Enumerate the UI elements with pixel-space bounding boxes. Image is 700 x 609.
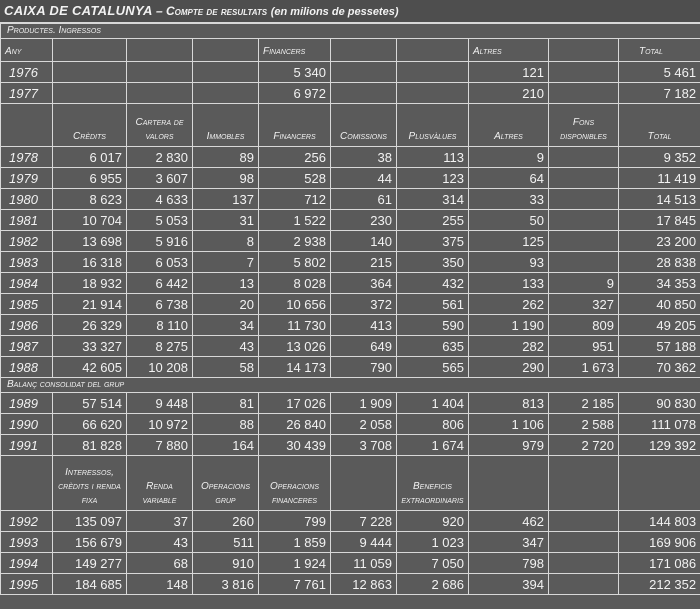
value-cell: 910 [193, 553, 259, 574]
value-cell: 33 327 [53, 336, 127, 357]
value-cell: 113 [397, 147, 469, 168]
value-cell: 511 [193, 532, 259, 553]
value-cell [549, 532, 619, 553]
value-cell [331, 83, 397, 104]
column-header: Operacions grup [193, 456, 259, 511]
value-cell: 9 [469, 147, 549, 168]
table-row [1, 168, 700, 189]
column-header: Total [619, 39, 700, 62]
value-cell: 9 [549, 273, 619, 294]
value-cell: 10 656 [259, 294, 331, 315]
value-cell: 68 [127, 553, 193, 574]
table-row [1, 83, 700, 104]
value-cell: 43 [127, 532, 193, 553]
value-cell: 5 916 [127, 231, 193, 252]
value-cell: 2 830 [127, 147, 193, 168]
column-header: Renda variable [127, 456, 193, 511]
section-balanc-consolidat [1, 378, 700, 393]
value-cell: 111 078 [619, 414, 700, 435]
value-cell: 3 607 [127, 168, 193, 189]
header-row-1976 [1, 39, 700, 62]
year-cell: 1989 [1, 393, 53, 414]
value-cell: 1 404 [397, 393, 469, 414]
table-row [1, 273, 700, 294]
value-cell: 806 [397, 414, 469, 435]
title-main: CAIXA DE CATALUNYA [4, 3, 153, 18]
column-header: Altres [469, 39, 549, 62]
value-cell: 11 419 [619, 168, 700, 189]
year-cell: 1987 [1, 336, 53, 357]
value-cell: 6 738 [127, 294, 193, 315]
column-header: Fons disponibles [549, 104, 619, 147]
value-cell: 10 704 [53, 210, 127, 231]
value-cell: 34 [193, 315, 259, 336]
column-header [549, 456, 619, 511]
value-cell: 920 [397, 511, 469, 532]
table-row [1, 336, 700, 357]
column-header [1, 456, 53, 511]
column-header [53, 39, 127, 62]
section-productes-ingressos [1, 24, 700, 39]
section-label: Productes. Ingressos [1, 24, 700, 39]
title-subtitle: Compte de resultats [165, 4, 268, 18]
value-cell: 93 [469, 252, 549, 273]
table-row [1, 231, 700, 252]
value-cell [549, 83, 619, 104]
value-cell: 10 208 [127, 357, 193, 378]
year-cell: 1993 [1, 532, 53, 553]
value-cell: 1 190 [469, 315, 549, 336]
value-cell: 230 [331, 210, 397, 231]
value-cell: 7 761 [259, 574, 331, 595]
value-cell: 7 [193, 252, 259, 273]
value-cell: 43 [193, 336, 259, 357]
value-cell: 2 938 [259, 231, 331, 252]
value-cell [549, 147, 619, 168]
value-cell: 809 [549, 315, 619, 336]
value-cell: 314 [397, 189, 469, 210]
value-cell: 89 [193, 147, 259, 168]
value-cell: 81 [193, 393, 259, 414]
column-header: Financers [259, 104, 331, 147]
value-cell: 148 [127, 574, 193, 595]
value-cell: 23 200 [619, 231, 700, 252]
value-cell: 6 017 [53, 147, 127, 168]
column-header [549, 39, 619, 62]
column-header [127, 39, 193, 62]
value-cell: 5 340 [259, 62, 331, 83]
value-cell: 1 859 [259, 532, 331, 553]
value-cell: 17 026 [259, 393, 331, 414]
value-cell: 979 [469, 435, 549, 456]
value-cell [53, 62, 127, 83]
value-cell: 10 972 [127, 414, 193, 435]
value-cell: 799 [259, 511, 331, 532]
value-cell: 20 [193, 294, 259, 315]
value-cell: 70 362 [619, 357, 700, 378]
table-row [1, 357, 700, 378]
value-cell: 21 914 [53, 294, 127, 315]
value-cell [549, 231, 619, 252]
value-cell: 37 [127, 511, 193, 532]
value-cell: 798 [469, 553, 549, 574]
value-cell: 364 [331, 273, 397, 294]
table-row [1, 147, 700, 168]
table-row [1, 532, 700, 553]
value-cell: 256 [259, 147, 331, 168]
table-row [1, 189, 700, 210]
value-cell: 210 [469, 83, 549, 104]
value-cell: 1 909 [331, 393, 397, 414]
value-cell [397, 83, 469, 104]
value-cell: 42 605 [53, 357, 127, 378]
table-row [1, 393, 700, 414]
value-cell: 372 [331, 294, 397, 315]
column-header [331, 456, 397, 511]
year-cell: 1976 [1, 62, 53, 83]
value-cell: 1 673 [549, 357, 619, 378]
column-header: Altres [469, 104, 549, 147]
table-body [1, 24, 700, 595]
value-cell: 649 [331, 336, 397, 357]
table-row [1, 252, 700, 273]
value-cell: 561 [397, 294, 469, 315]
column-header: Crèdits [53, 104, 127, 147]
value-cell: 6 053 [127, 252, 193, 273]
value-cell: 1 674 [397, 435, 469, 456]
value-cell: 28 838 [619, 252, 700, 273]
header-row-1992 [1, 456, 700, 511]
table-row [1, 315, 700, 336]
year-cell: 1995 [1, 574, 53, 595]
year-cell: 1983 [1, 252, 53, 273]
value-cell: 90 830 [619, 393, 700, 414]
column-header: Interessos, crèdits i renda fixa [53, 456, 127, 511]
value-cell: 123 [397, 168, 469, 189]
value-cell: 50 [469, 210, 549, 231]
value-cell [127, 62, 193, 83]
value-cell [549, 62, 619, 83]
value-cell: 98 [193, 168, 259, 189]
column-header: Plusvàlues [397, 104, 469, 147]
value-cell: 11 730 [259, 315, 331, 336]
value-cell: 5 053 [127, 210, 193, 231]
value-cell: 61 [331, 189, 397, 210]
value-cell: 171 086 [619, 553, 700, 574]
value-cell: 635 [397, 336, 469, 357]
year-cell: 1980 [1, 189, 53, 210]
value-cell [549, 511, 619, 532]
year-cell: 1986 [1, 315, 53, 336]
value-cell: 13 [193, 273, 259, 294]
value-cell: 2 720 [549, 435, 619, 456]
value-cell: 1 924 [259, 553, 331, 574]
value-cell: 2 185 [549, 393, 619, 414]
value-cell [549, 210, 619, 231]
value-cell: 12 863 [331, 574, 397, 595]
value-cell: 57 514 [53, 393, 127, 414]
value-cell: 1 023 [397, 532, 469, 553]
value-cell: 290 [469, 357, 549, 378]
value-cell: 5 802 [259, 252, 331, 273]
value-cell: 262 [469, 294, 549, 315]
column-header: Immobles [193, 104, 259, 147]
year-cell: 1977 [1, 83, 53, 104]
value-cell: 26 329 [53, 315, 127, 336]
year-cell: 1990 [1, 414, 53, 435]
value-cell: 133 [469, 273, 549, 294]
value-cell: 34 353 [619, 273, 700, 294]
value-cell: 38 [331, 147, 397, 168]
value-cell: 565 [397, 357, 469, 378]
value-cell: 149 277 [53, 553, 127, 574]
value-cell: 432 [397, 273, 469, 294]
value-cell [53, 83, 127, 104]
column-header [331, 39, 397, 62]
year-cell: 1988 [1, 357, 53, 378]
value-cell: 31 [193, 210, 259, 231]
column-header: Comissions [331, 104, 397, 147]
value-cell: 3 708 [331, 435, 397, 456]
value-cell: 528 [259, 168, 331, 189]
table-row [1, 435, 700, 456]
value-cell [193, 83, 259, 104]
value-cell: 57 188 [619, 336, 700, 357]
section-label: Balanç consolidat del grup [1, 378, 700, 393]
table-row [1, 511, 700, 532]
value-cell: 184 685 [53, 574, 127, 595]
value-cell [549, 252, 619, 273]
value-cell: 215 [331, 252, 397, 273]
value-cell: 1 522 [259, 210, 331, 231]
value-cell: 462 [469, 511, 549, 532]
value-cell: 951 [549, 336, 619, 357]
value-cell: 121 [469, 62, 549, 83]
value-cell: 169 906 [619, 532, 700, 553]
value-cell: 2 588 [549, 414, 619, 435]
value-cell: 394 [469, 574, 549, 595]
value-cell: 790 [331, 357, 397, 378]
value-cell: 125 [469, 231, 549, 252]
value-cell: 2 686 [397, 574, 469, 595]
header-row-1978 [1, 104, 700, 147]
column-header: Any [1, 39, 53, 62]
table-row [1, 294, 700, 315]
column-header [469, 456, 549, 511]
column-header: Financers [259, 39, 331, 62]
results-table [0, 23, 700, 595]
value-cell: 40 850 [619, 294, 700, 315]
value-cell: 7 228 [331, 511, 397, 532]
value-cell: 327 [549, 294, 619, 315]
table-row [1, 210, 700, 231]
value-cell [127, 83, 193, 104]
value-cell: 164 [193, 435, 259, 456]
value-cell: 7 182 [619, 83, 700, 104]
value-cell: 9 448 [127, 393, 193, 414]
value-cell: 11 059 [331, 553, 397, 574]
value-cell: 9 444 [331, 532, 397, 553]
year-cell: 1991 [1, 435, 53, 456]
value-cell: 66 620 [53, 414, 127, 435]
value-cell: 13 026 [259, 336, 331, 357]
value-cell: 8 028 [259, 273, 331, 294]
value-cell: 88 [193, 414, 259, 435]
value-cell: 3 816 [193, 574, 259, 595]
table-row [1, 553, 700, 574]
value-cell: 49 205 [619, 315, 700, 336]
value-cell: 33 [469, 189, 549, 210]
value-cell: 282 [469, 336, 549, 357]
value-cell: 44 [331, 168, 397, 189]
value-cell: 135 097 [53, 511, 127, 532]
value-cell: 156 679 [53, 532, 127, 553]
value-cell: 8 110 [127, 315, 193, 336]
year-cell: 1981 [1, 210, 53, 231]
value-cell: 144 803 [619, 511, 700, 532]
value-cell: 8 623 [53, 189, 127, 210]
value-cell: 7 050 [397, 553, 469, 574]
column-header [193, 39, 259, 62]
value-cell: 137 [193, 189, 259, 210]
year-cell: 1982 [1, 231, 53, 252]
value-cell: 26 840 [259, 414, 331, 435]
value-cell: 350 [397, 252, 469, 273]
value-cell: 30 439 [259, 435, 331, 456]
value-cell [549, 553, 619, 574]
value-cell: 16 318 [53, 252, 127, 273]
value-cell [549, 574, 619, 595]
value-cell: 58 [193, 357, 259, 378]
year-cell: 1994 [1, 553, 53, 574]
value-cell: 14 513 [619, 189, 700, 210]
value-cell: 6 972 [259, 83, 331, 104]
value-cell: 255 [397, 210, 469, 231]
year-cell: 1978 [1, 147, 53, 168]
value-cell: 14 173 [259, 357, 331, 378]
value-cell: 64 [469, 168, 549, 189]
value-cell: 8 275 [127, 336, 193, 357]
column-header: Cartera de valors [127, 104, 193, 147]
value-cell: 212 352 [619, 574, 700, 595]
value-cell [331, 62, 397, 83]
value-cell: 18 932 [53, 273, 127, 294]
column-header [619, 456, 700, 511]
value-cell: 260 [193, 511, 259, 532]
value-cell: 347 [469, 532, 549, 553]
column-header [397, 39, 469, 62]
table-row [1, 62, 700, 83]
value-cell: 4 633 [127, 189, 193, 210]
column-header [1, 104, 53, 147]
value-cell: 17 845 [619, 210, 700, 231]
value-cell: 13 698 [53, 231, 127, 252]
value-cell [549, 189, 619, 210]
column-header: Total [619, 104, 700, 147]
year-cell: 1992 [1, 511, 53, 532]
value-cell: 6 442 [127, 273, 193, 294]
table-row [1, 414, 700, 435]
title-note: (en milions de pessetes) [270, 6, 399, 18]
value-cell: 140 [331, 231, 397, 252]
value-cell: 413 [331, 315, 397, 336]
table-title [0, 0, 700, 23]
value-cell [397, 62, 469, 83]
value-cell: 5 461 [619, 62, 700, 83]
value-cell [549, 168, 619, 189]
year-cell: 1985 [1, 294, 53, 315]
value-cell: 712 [259, 189, 331, 210]
value-cell: 7 880 [127, 435, 193, 456]
value-cell: 2 058 [331, 414, 397, 435]
table-row [1, 574, 700, 595]
value-cell: 81 828 [53, 435, 127, 456]
title-dash: – [152, 4, 166, 18]
year-cell: 1979 [1, 168, 53, 189]
column-header: Operacions financeres [259, 456, 331, 511]
value-cell: 9 352 [619, 147, 700, 168]
value-cell: 375 [397, 231, 469, 252]
year-cell: 1984 [1, 273, 53, 294]
column-header: Beneficis extraordinaris [397, 456, 469, 511]
value-cell: 1 106 [469, 414, 549, 435]
value-cell: 8 [193, 231, 259, 252]
value-cell: 6 955 [53, 168, 127, 189]
value-cell: 813 [469, 393, 549, 414]
value-cell: 129 392 [619, 435, 700, 456]
value-cell: 590 [397, 315, 469, 336]
value-cell [193, 62, 259, 83]
